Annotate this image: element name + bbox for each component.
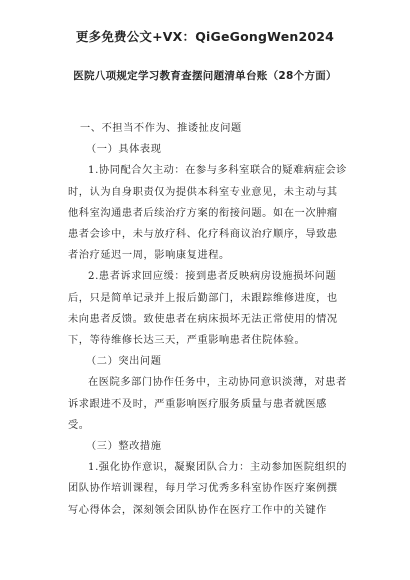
paragraph: 1.协同配合欠主动：在参与多科室联合的疑难病症会诊时，认为自身职责仅为提供本科室专业意见，未主动与其他科室沟通患者后续治疗方案的衔接问题。如在一次肿瘤患者会诊中，未与放疗科、化疗科商议治疗顺序，导致患者治疗延迟一周，影响康复进程。 [68, 165, 348, 262]
paragraph: 1.强化协作意识，凝聚团队合力：主动参加医院组织的团队协作培训课程，每月学习优秀多科室协作医疗案例撰写心得体会，深刻领会团队协作在医疗工作中的关键作 [68, 462, 348, 516]
document-body [68, 118, 348, 521]
subsection-heading: （一）具体表现 [86, 144, 162, 156]
subsection-heading: （三）整改措施 [86, 441, 162, 453]
paragraph: 2.患者诉求回应缓：接到患者反映病房设施损坏问题后，只是简单记录并上报后勤部门，未跟踪维修进度，也未向患者反馈。致使患者在病床损坏无法正常使用的情况下，等待维修长达三天，严重影响患者住院体验。 [68, 271, 338, 347]
document-title: 医院八项规定学习教育查摆问题清单台账（28个方面） [73, 70, 337, 82]
section-heading: 一、不担当不作为、推诿扯皮问题 [80, 123, 242, 134]
subsection-heading: （二）突出问题 [86, 356, 162, 368]
watermark-text: 更多免费公文+VX：QiGeGongWen2024 [75, 29, 335, 44]
paragraph: 在医院多部门协作任务中，主动协同意识淡薄，对患者诉求跟进不及时，严重影响医疗服务质量与患者就医感受。 [68, 377, 347, 431]
